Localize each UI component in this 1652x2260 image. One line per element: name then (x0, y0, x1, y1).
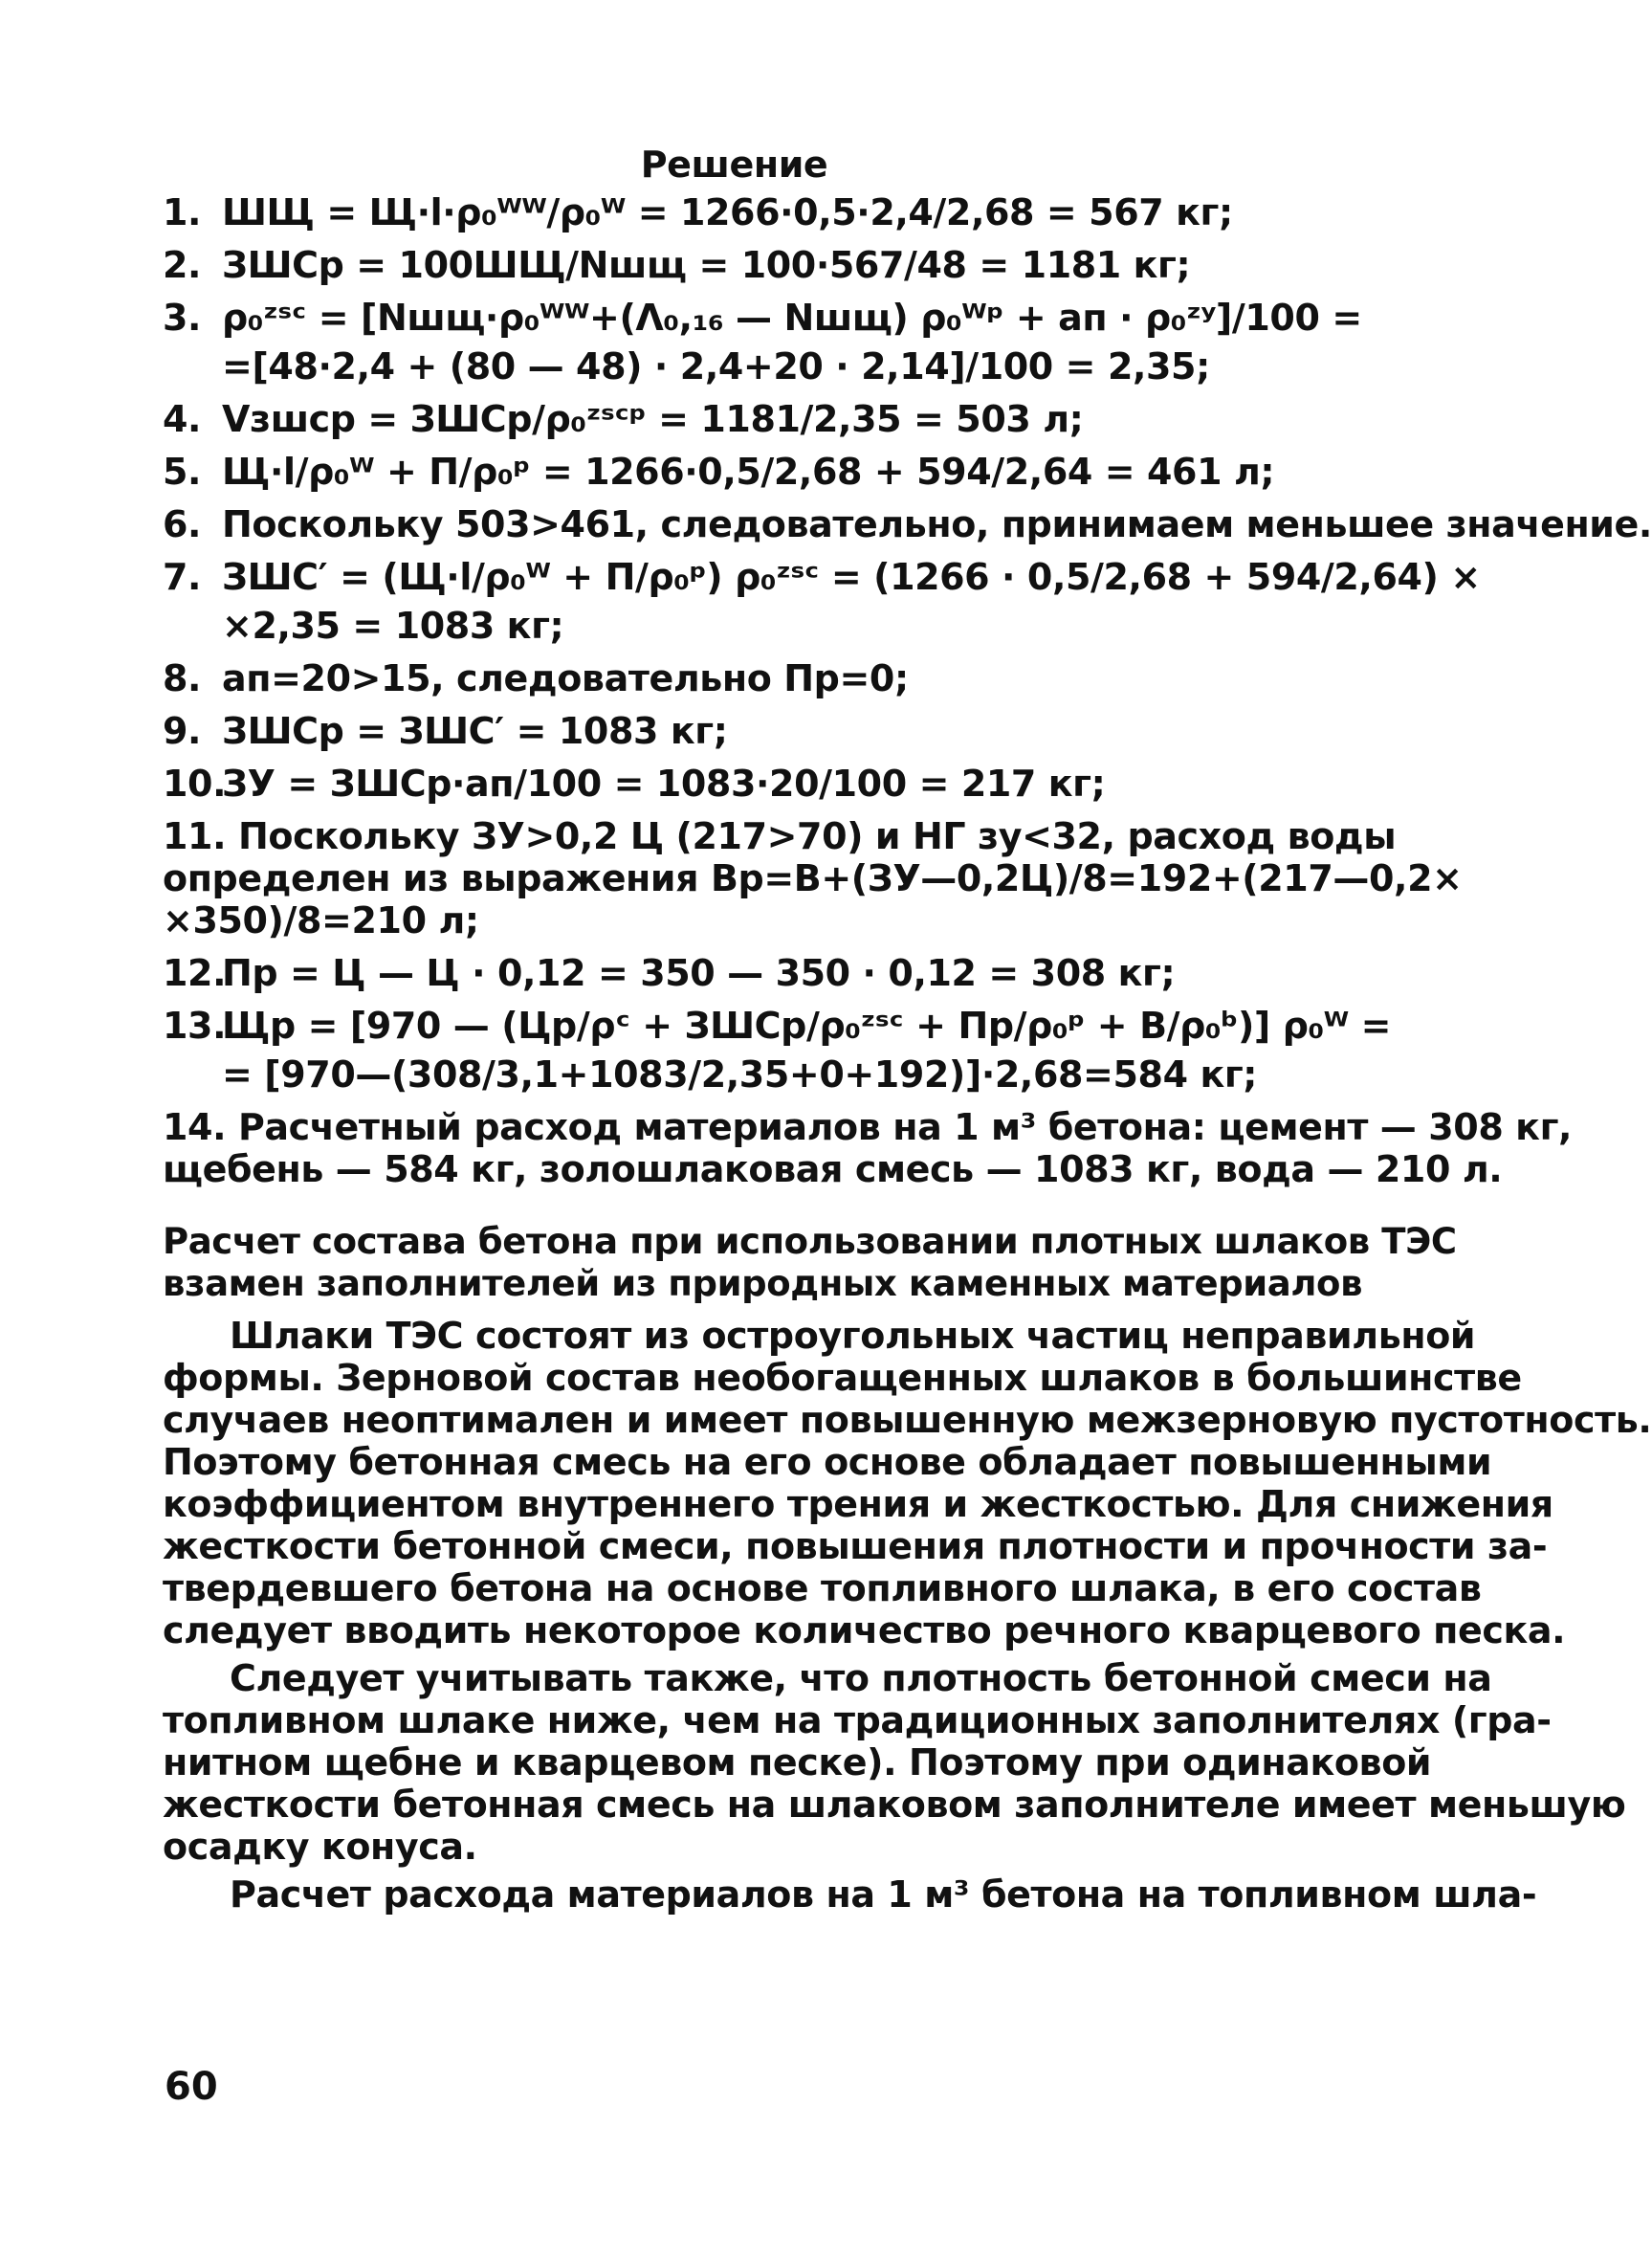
section-title-line: взамен заполнителей из природных каменных материалов (163, 1263, 1363, 1304)
step-10 (163, 763, 1306, 805)
step-number: 5. (163, 451, 202, 493)
step-text: Поскольку ЗУ>0,2 Ц (217>70) и НГ зу<32, расход воды (237, 815, 1397, 857)
step-number: 2. (163, 244, 202, 286)
step-2 (163, 244, 1306, 286)
step-11-line (163, 815, 1397, 857)
paragraph-line: жесткости бетонной смеси, повышения плотности и прочности за- (163, 1525, 1548, 1567)
paragraph-line: Шлаки ТЭС состоят из остроугольных частиц неправильной (230, 1315, 1476, 1357)
step-number: 6. (163, 503, 202, 545)
step-9 (163, 710, 1306, 752)
step-number: 4. (163, 398, 202, 440)
solution-steps (163, 191, 1652, 1190)
paragraph-3 (163, 1873, 1537, 1916)
step-number: 10. (163, 763, 227, 805)
step-text: Щ·l/ρ₀ᵂ + П/ρ₀ᵖ = 1266·0,5/2,68 + 594/2,64 = 461 л; (222, 451, 1275, 493)
step-11-line: ×350)/8=210 л; (163, 899, 479, 942)
step-text: ЗШСр = 100ШЩ/Nшщ = 100·567/48 = 1181 кг; (222, 244, 1191, 286)
paragraph-line: случаев неоптимален и имеет повышенную межзерновую пустотность. (163, 1399, 1652, 1441)
section-title-line: Расчет состава бетона при использовании плотных шлаков ТЭС (163, 1221, 1457, 1262)
step-text: ЗУ = ЗШСр·aп/100 = 1083·20/100 = 217 кг; (222, 763, 1106, 805)
step-6 (163, 503, 1652, 545)
paragraph-2 (163, 1657, 1626, 1868)
paragraph-line: формы. Зерновой состав необогащенных шлаков в большинстве (163, 1357, 1522, 1399)
step-11 (163, 815, 1463, 942)
step-text: Пр = Ц — Ц · 0,12 = 350 — 350 · 0,12 = 308 кг; (222, 952, 1176, 994)
paragraph-line: Поэтому бетонная смесь на его основе обладает повышенными (163, 1441, 1492, 1483)
step-4 (163, 398, 1306, 440)
step-text: ЗШС′ = (Щ·l/ρ₀ᵂ + П/ρ₀ᵖ) ρ₀ᶻˢᶜ = (1266 · 0,5/2,68 + 594/2,64) × (222, 556, 1481, 598)
paragraph-1 (163, 1315, 1652, 1651)
paragraph-line: твердевшего бетона на основе топливного шлака, в его состав (163, 1567, 1482, 1609)
step-5 (163, 451, 1306, 493)
step-7 (163, 556, 1481, 598)
paragraph-line: Расчет расхода материалов на 1 м³ бетона на топливном шла- (230, 1873, 1537, 1916)
page-body (163, 144, 1652, 1921)
step-14-line (163, 1106, 1573, 1148)
step-text: Vзшср = ЗШСр/ρ₀ᶻˢᶜᵖ = 1181/2,35 = 503 л; (222, 398, 1084, 440)
step-number: 14. (163, 1106, 227, 1148)
step-text: Щр = [970 — (Цр/ρᶜ + ЗШСр/ρ₀ᶻˢᶜ + Пр/ρ₀ᵖ + В/ρ₀ᵇ)] ρ₀ᵂ = (222, 1005, 1392, 1047)
paragraph-line: нитном щебне и кварцевом песке). Поэтому при одинаковой (163, 1741, 1432, 1784)
step-3-continuation: =[48·2,4 + (80 — 48) · 2,4+20 · 2,14]/100 = 2,35; (222, 345, 1210, 388)
step-number: 7. (163, 556, 202, 598)
paragraph-line: коэффициентом внутреннего трения и жесткостью. Для снижения (163, 1483, 1553, 1525)
step-number: 3. (163, 297, 202, 339)
paragraph-line: топливном шлаке ниже, чем на традиционных заполнителях (гра- (163, 1699, 1552, 1741)
page-number: 60 (165, 2065, 218, 2109)
step-14 (163, 1106, 1573, 1190)
step-number: 11. (163, 815, 227, 857)
step-13 (163, 1005, 1392, 1047)
step-3 (163, 297, 1362, 339)
step-text: aп=20>15, следовательно Пр=0; (222, 657, 909, 699)
step-14-line: щебень — 584 кг, золошлаковая смесь — 1083 кг, вода — 210 л. (163, 1148, 1503, 1190)
step-number: 1. (163, 191, 202, 233)
paragraph-line: осадку конуса. (163, 1826, 477, 1868)
step-8 (163, 657, 1306, 699)
step-text: Расчетный расход материалов на 1 м³ бетона: цемент — 308 кг, (237, 1106, 1573, 1148)
step-number: 12. (163, 952, 227, 994)
step-7-continuation: ×2,35 = 1083 кг; (222, 605, 564, 647)
paragraph-line: Следует учитывать также, что плотность бетонной смеси на (230, 1657, 1492, 1699)
step-number: 9. (163, 710, 202, 752)
step-text: Поскольку 503>461, следовательно, принимаем меньшее значение. (222, 503, 1652, 545)
step-11-line: определен из выражения Вр=В+(ЗУ—0,2Ц)/8=192+(217—0,2× (163, 857, 1463, 899)
step-number: 13. (163, 1005, 227, 1047)
step-text: ЗШСр = ЗШС′ = 1083 кг; (222, 710, 728, 752)
step-12 (163, 952, 1306, 994)
step-text: ШЩ = Щ·l·ρ₀ᵂᵂ/ρ₀ᵂ = 1266·0,5·2,4/2,68 = 567 кг; (222, 191, 1233, 233)
paragraph-line: жесткости бетонная смесь на шлаковом заполнителе имеет меньшую (163, 1784, 1626, 1826)
paragraph-line: следует вводить некоторое количество речного кварцевого песка. (163, 1609, 1566, 1651)
step-1 (163, 191, 1306, 233)
step-13-continuation: = [970—(308/3,1+1083/2,35+0+192)]·2,68=584 кг; (222, 1053, 1258, 1096)
step-number: 8. (163, 657, 202, 699)
section-title (163, 1221, 1457, 1305)
step-text: ρ₀ᶻˢᶜ = [Nшщ·ρ₀ᵂᵂ+(Λ₀,₁₆ — Nшщ) ρ₀ᵂᵖ + aп · ρ₀ᶻʸ]/100 = (222, 297, 1362, 339)
solution-heading: Решение (640, 144, 828, 186)
